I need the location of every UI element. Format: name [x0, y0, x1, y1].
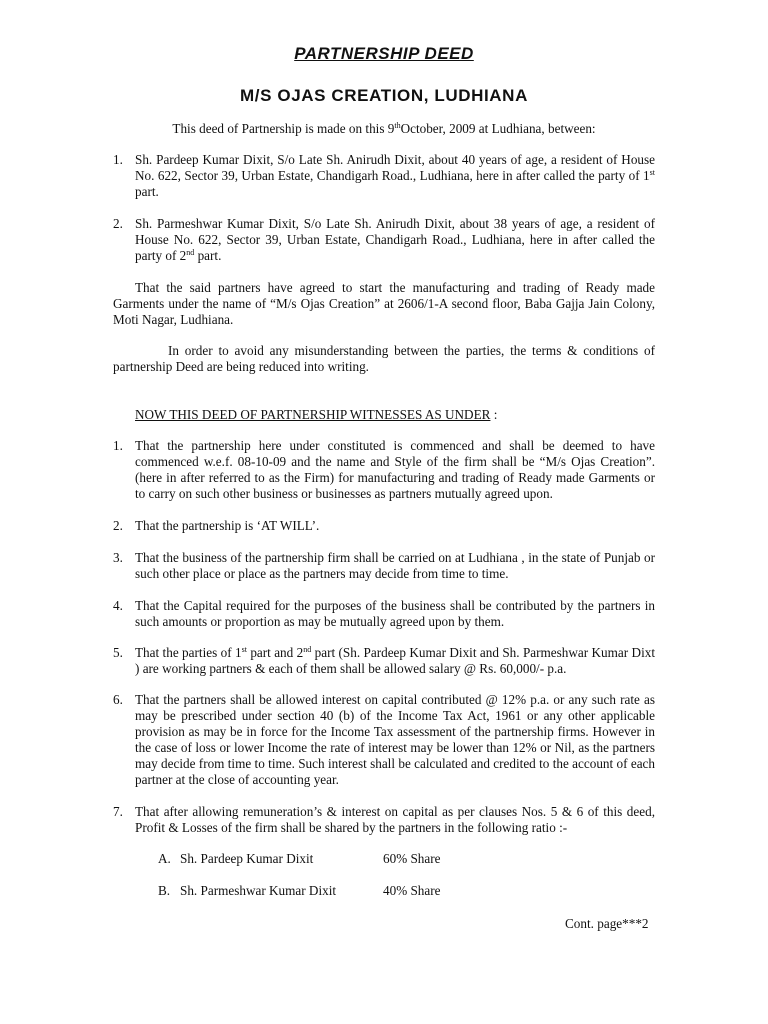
party-sup: nd	[186, 248, 195, 257]
witness-heading-suffix: :	[490, 407, 498, 422]
clause-text: That the partners shall be allowed interest on capital contributed @ 12% p.a. or any such rate as may be prescribed under section 40 (b) of the Income Tax Act, 1961 or any other applicable provision as may be in force for the Income Tax assessment of the partnership firms. However in the case of loss or lower Income the rate of interest may be lower than 12% or Nil, as the partners may decide from time to time. Such interest shall be calculated and credited to the account of each partner at the close of accounting year.	[135, 692, 655, 787]
clause-text: That the Capital required for the purposes of the business shall be contributed by the partners in such amounts or proportion as may be mutually agreed upon by them.	[135, 598, 655, 629]
clause-number: 1.	[113, 438, 123, 453]
share-letter: B.	[158, 883, 171, 898]
clause-6	[113, 692, 655, 788]
terms-paragraph: In order to avoid any misunderstanding between the parties, the terms & conditions of partnership Deed are being reduced into writing.	[113, 343, 655, 374]
clause-5	[113, 645, 655, 677]
intro-text-end: October, 2009 at Ludhiana, between:	[400, 121, 596, 136]
intro-line	[0, 121, 768, 137]
party-number: 2.	[113, 216, 123, 231]
party-text-end: part.	[194, 248, 222, 263]
witness-heading-text: NOW THIS DEED OF PARTNERSHIP WITNESSES AS UNDER	[135, 407, 491, 422]
clause-text: That the parties of 1	[135, 645, 242, 660]
share-percentage: 60% Share	[383, 851, 441, 866]
party-sup: st	[649, 168, 655, 177]
clause-1	[113, 438, 655, 502]
clause-3	[113, 550, 655, 582]
party-text: Sh. Parmeshwar Kumar Dixit, S/o Late Sh. Anirudh Dixit, about 38 years of age, a resident of House No. 622, Sector 39, Urban Estate, Chandigarh Road., Ludhiana, here in after called the party of 2	[135, 216, 655, 263]
intro-text: This deed of Partnership is made on this 9	[172, 121, 395, 136]
clause-text: That the partnership here under constituted is commenced and shall be deemed to have commenced w.e.f. 08-10-09 and the name and Style of the firm shall be “M/s Ojas Creation”. (here in after referred to as the Firm) for manufacturing and trading of Ready made Garments or to carry on such other business or businesses as partners mutually agreed upon.	[135, 438, 655, 501]
clause-4	[113, 598, 655, 630]
clause-7	[113, 804, 655, 836]
clause-text: That the partnership is ‘AT WILL’.	[135, 518, 320, 533]
party-1	[113, 152, 655, 200]
continued-page-note: Cont. page***2	[565, 916, 649, 931]
clause-number: 5.	[113, 645, 123, 660]
share-letter: A.	[158, 851, 171, 866]
party-text: Sh. Pardeep Kumar Dixit, S/o Late Sh. Anirudh Dixit, about 40 years of age, a resident of House No. 622, Sector 39, Urban Estate, Chandigarh Road., Ludhiana, here in after called the party of 1	[135, 152, 655, 183]
intro-sup: th	[394, 121, 401, 130]
clause-number: 3.	[113, 550, 123, 565]
share-partner-name: Sh. Pardeep Kumar Dixit	[180, 851, 314, 866]
party-text-end: part.	[135, 184, 159, 199]
clause-text: part and 2	[246, 645, 304, 660]
clause-number: 4.	[113, 598, 123, 613]
clause-text: part (Sh. Pardeep Kumar Dixit and Sh. Parmeshwar Kumar Dixt ) are working partners & each of them shall be allowed salary @ Rs. 60,000/- p.a.	[135, 645, 655, 676]
share-percentage: 40% Share	[383, 883, 441, 898]
clause-2	[113, 518, 655, 534]
clause-number: 7.	[113, 804, 123, 819]
clause-number: 6.	[113, 692, 123, 707]
share-partner-name: Sh. Parmeshwar Kumar Dixit	[180, 883, 337, 898]
clause-text: That the business of the partnership firm shall be carried on at Ludhiana , in the state of Punjab or such other place or place as the partners may decide from time to time.	[135, 550, 655, 581]
party-number: 1.	[113, 152, 123, 167]
purpose-paragraph: That the said partners have agreed to start the manufacturing and trading of Ready made Garments under the name of “M/s Ojas Creation” at 2606/1-A second floor, Baba Gajja Jain Colony, Moti Nagar, Ludhiana.	[113, 280, 655, 327]
clause-text: That after allowing remuneration’s & interest on capital as per clauses Nos. 5 & 6 of this deed, Profit & Losses of the firm shall be shared by the partners in the following ratio :-	[135, 804, 655, 835]
clause-sup: nd	[303, 645, 312, 654]
clause-sup: st	[241, 645, 247, 654]
clause-number: 2.	[113, 518, 123, 533]
party-2	[113, 216, 655, 264]
deed-title: PARTNERSHIP DEED	[294, 44, 474, 63]
witness-heading	[135, 407, 497, 423]
firm-title: M/S OJAS CREATION, LUDHIANA	[240, 86, 528, 105]
